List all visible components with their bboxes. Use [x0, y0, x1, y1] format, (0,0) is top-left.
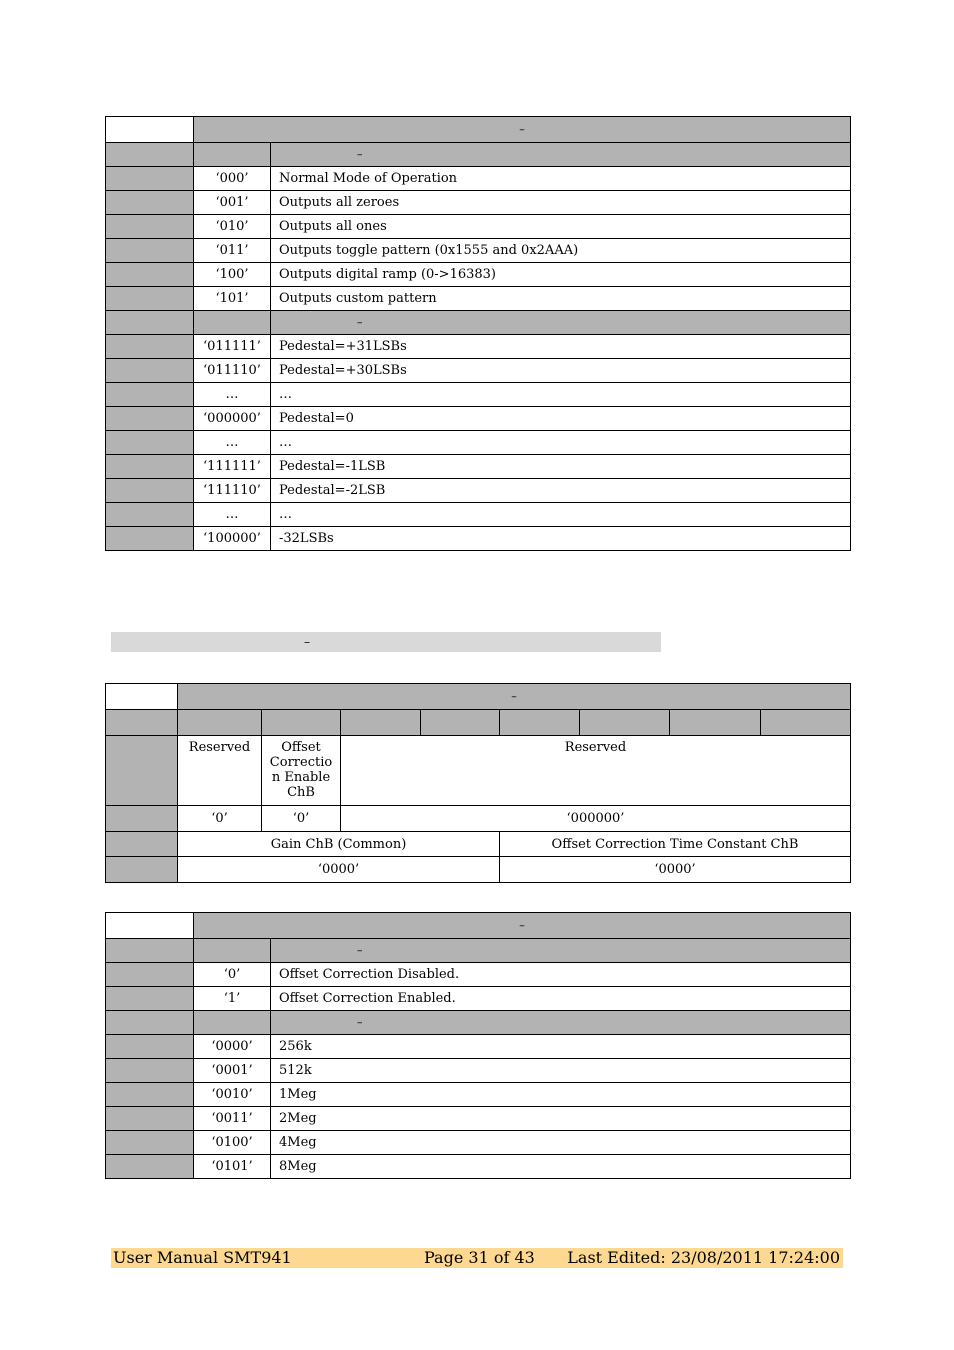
code-cell: ‘0101’ — [194, 1155, 271, 1179]
code-cell: ‘011’ — [194, 239, 271, 263]
code-cell: ‘0001’ — [194, 1059, 271, 1083]
description-cell: Pedestal=-2LSB — [271, 479, 851, 503]
code-cell: ‘001’ — [194, 191, 271, 215]
code-cell: ‘000000’ — [194, 407, 271, 431]
description-cell: Outputs digital ramp (0->16383) — [271, 263, 851, 287]
code-cell: … — [194, 503, 271, 527]
table-row — [106, 167, 851, 191]
reserved-cell: Reserved — [341, 736, 851, 806]
sub-header: – — [271, 939, 851, 963]
code-cell: ‘011110’ — [194, 359, 271, 383]
code-cell: ‘0010’ — [194, 1083, 271, 1107]
bit-value: ‘0’ — [178, 806, 262, 832]
code-cell: … — [194, 383, 271, 407]
sub-header: – — [271, 311, 851, 335]
footer-last-edited: Last Edited: 23/08/2011 17:24:00 — [567, 1248, 840, 1267]
description-cell: Pedestal=0 — [271, 407, 851, 431]
register-table-2 — [105, 683, 851, 883]
description-cell: -32LSBs — [271, 527, 851, 551]
sub-header: – — [271, 1011, 851, 1035]
gain-label: Gain ChB (Common) — [178, 832, 500, 857]
description-cell: Offset Correction Enabled. — [271, 987, 851, 1011]
table-row — [106, 191, 851, 215]
code-cell: ‘101’ — [194, 287, 271, 311]
table-row — [106, 215, 851, 239]
table-row — [106, 1059, 851, 1083]
table-row — [106, 1155, 851, 1179]
table-row — [106, 1107, 851, 1131]
register-table-3 — [105, 912, 851, 1179]
table1-group1 — [106, 167, 851, 311]
description-cell: Offset Correction Disabled. — [271, 963, 851, 987]
footer-title: User Manual SMT941 — [113, 1248, 292, 1267]
table-header: – — [178, 684, 851, 710]
table-row — [106, 479, 851, 503]
table-row — [106, 455, 851, 479]
register-table-1 — [105, 116, 851, 551]
table-row — [106, 287, 851, 311]
description-cell: Pedestal=+31LSBs — [271, 335, 851, 359]
header-corner-cell — [106, 913, 194, 939]
description-cell: Outputs toggle pattern (0x1555 and 0x2AAA) — [271, 239, 851, 263]
table-row — [106, 1083, 851, 1107]
description-cell: Pedestal=+30LSBs — [271, 359, 851, 383]
description-cell: … — [271, 503, 851, 527]
table-row — [106, 987, 851, 1011]
description-cell: 4Meg — [271, 1131, 851, 1155]
offset-tc-value: ‘0000’ — [500, 857, 851, 883]
table-header: – — [194, 117, 851, 143]
sub-header: – — [271, 143, 851, 167]
table3-group2 — [106, 1035, 851, 1179]
description-cell: Outputs all ones — [271, 215, 851, 239]
table-row — [106, 963, 851, 987]
code-cell: ‘010’ — [194, 215, 271, 239]
bit-value: ‘000000’ — [341, 806, 851, 832]
description-cell: 2Meg — [271, 1107, 851, 1131]
description-cell: 512k — [271, 1059, 851, 1083]
table-row — [106, 527, 851, 551]
table-row — [106, 335, 851, 359]
table-header: – — [194, 913, 851, 939]
code-cell: ‘0000’ — [194, 1035, 271, 1059]
table-row — [106, 263, 851, 287]
description-cell: 256k — [271, 1035, 851, 1059]
table-row — [106, 239, 851, 263]
table3-group1 — [106, 963, 851, 1011]
code-cell: ‘000’ — [194, 167, 271, 191]
table-row — [106, 1035, 851, 1059]
table-row — [106, 1131, 851, 1155]
table1-group2 — [106, 335, 851, 551]
code-cell: ‘111110’ — [194, 479, 271, 503]
section-heading-bar: – — [111, 632, 661, 652]
code-cell: ‘100000’ — [194, 527, 271, 551]
description-cell: … — [271, 431, 851, 455]
code-cell: ‘111111’ — [194, 455, 271, 479]
description-cell: Normal Mode of Operation — [271, 167, 851, 191]
code-cell: … — [194, 431, 271, 455]
description-cell: … — [271, 383, 851, 407]
code-cell: ‘011111’ — [194, 335, 271, 359]
code-cell: ‘0100’ — [194, 1131, 271, 1155]
description-cell: Outputs all zeroes — [271, 191, 851, 215]
table-row — [106, 383, 851, 407]
code-cell: ‘0011’ — [194, 1107, 271, 1131]
table-row — [106, 431, 851, 455]
table-row — [106, 407, 851, 431]
table-row — [106, 503, 851, 527]
offset-enable-cell: Offset Correctio n Enable ChB — [262, 736, 341, 806]
description-cell: Outputs custom pattern — [271, 287, 851, 311]
header-corner-cell — [106, 117, 194, 143]
description-cell: Pedestal=-1LSB — [271, 455, 851, 479]
footer-page-number: Page 31 of 43 — [424, 1248, 535, 1267]
code-cell: ‘0’ — [194, 963, 271, 987]
reserved-cell: Reserved — [178, 736, 262, 806]
table-row — [106, 359, 851, 383]
description-cell: 8Meg — [271, 1155, 851, 1179]
description-cell: 1Meg — [271, 1083, 851, 1107]
bit-value: ‘0’ — [262, 806, 341, 832]
page-footer — [111, 1248, 843, 1268]
code-cell: ‘1’ — [194, 987, 271, 1011]
header-corner-cell — [106, 684, 178, 710]
offset-tc-label: Offset Correction Time Constant ChB — [500, 832, 851, 857]
code-cell: ‘100’ — [194, 263, 271, 287]
gain-value: ‘0000’ — [178, 857, 500, 883]
